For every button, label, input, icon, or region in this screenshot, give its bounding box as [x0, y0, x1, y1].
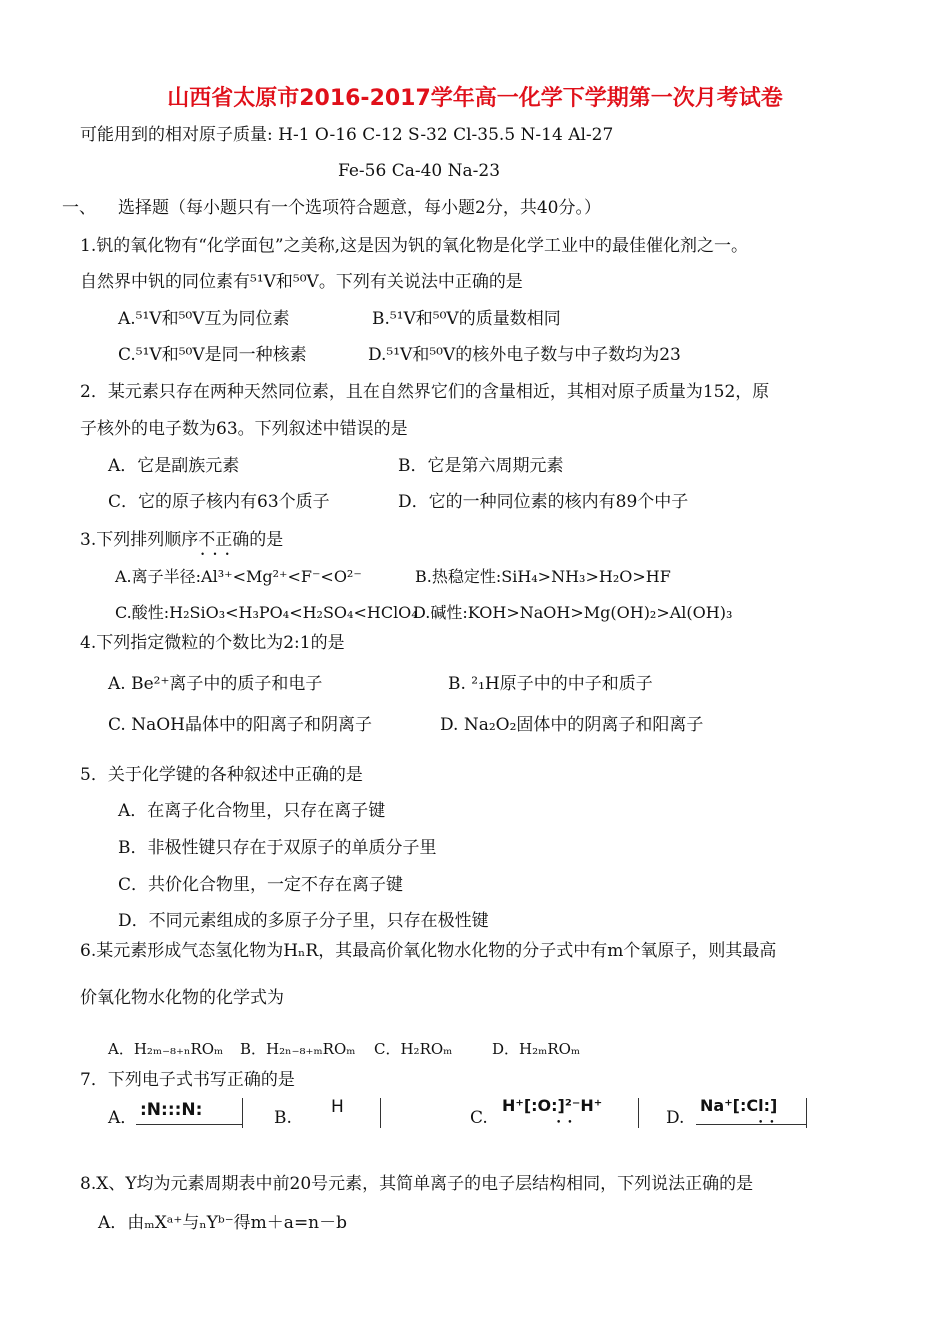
- q3-option-c: C.酸性:H₂SiO₃<H₃PO₄<H₂SO₄<HClO₄: [115, 603, 418, 622]
- q8-option-a: A．由ₘXᵃ⁺与ₙYᵇ⁻得m＋a=n－b: [98, 1213, 348, 1233]
- q3-option-b: B.热稳定性:SiH₄>NH₃>H₂O>HF: [415, 567, 671, 586]
- q7-option-c-label: C.: [470, 1108, 488, 1128]
- q1-option-b: B.⁵¹V和⁵⁰V的质量数相同: [372, 309, 561, 329]
- q6-option-a: A．H₂ₘ₋₈₊ₙROₘ: [108, 1040, 224, 1058]
- q7-option-d-box-line: [696, 1124, 806, 1125]
- q5-option-a: A．在离子化合物里，只存在离子键: [118, 801, 386, 821]
- q5-option-b: B．非极性键只存在于双原子的单质分子里: [118, 838, 437, 858]
- atomic-masses-line1: 可能用到的相对原子质量: H-1 O-16 C-12 S-32 Cl-35.5 N-14 Al-27: [80, 125, 614, 145]
- q1-option-d: D.⁵¹V和⁵⁰V的核外电子数与中子数均为23: [368, 345, 681, 365]
- q7-option-c-formula: H⁺[:O:]²⁻H⁺: [502, 1096, 603, 1115]
- section-number: 一、: [62, 198, 96, 218]
- q6-stem-1: 6.某元素形成气态氢化物为HₙR，其最高价氧化物水化物的分子式中有m个氧原子，则其最高: [80, 941, 777, 961]
- q7-option-d-formula: Na⁺[:Cl:]: [700, 1096, 778, 1115]
- q3-stem-emphasis: 不正确 • •: [198, 530, 249, 550]
- q7-option-a-box-line: [136, 1124, 242, 1125]
- q4-option-b: B. ²₁H原子中的中子和质子: [448, 674, 653, 694]
- q4-stem: 4.下列指定微粒的个数比为2:1的是: [80, 633, 345, 653]
- q3-option-a: A.离子半径:Al³⁺<Mg²⁺<F⁻<O²⁻: [115, 567, 362, 586]
- q6-option-c: C．H₂ROₘ: [374, 1040, 453, 1058]
- q7-option-d-lone-pair-dots: ••: [758, 1118, 781, 1128]
- q7-option-a-label: A．: [108, 1108, 138, 1128]
- q6-stem-2: 价氧化物水化物的化学式为: [80, 988, 284, 1008]
- q7-option-c-box-edge: [638, 1098, 639, 1128]
- q4-option-a: A. Be²⁺离子中的质子和电子: [108, 674, 323, 694]
- atomic-masses-line2: Fe-56 Ca-40 Na-23: [338, 161, 501, 181]
- q2-option-c: C．它的原子核内有63个质子: [108, 492, 330, 512]
- q6-option-b: B．H₂ₙ₋₈₊ₘROₘ: [240, 1040, 356, 1058]
- q7-option-a-formula: :N:::N:: [140, 1100, 203, 1120]
- q3-stem-post: 的是: [249, 530, 284, 550]
- q3-stem-pre: 3.下列排列顺序: [80, 530, 199, 550]
- q5-option-d: D．不同元素组成的多原子分子里，只存在极性键: [118, 911, 489, 931]
- q5-stem: 5．关于化学键的各种叙述中正确的是: [80, 765, 363, 785]
- q2-option-a: A．它是副族元素: [108, 456, 240, 476]
- page-title: 山西省太原市2016-2017学年高一化学下学期第一次月考试卷: [167, 86, 783, 111]
- q4-option-c: C. NaOH晶体中的阳离子和阴离子: [108, 715, 372, 735]
- q6-option-d: D．H₂ₘROₘ: [492, 1040, 581, 1058]
- q7-option-b-box-edge: [380, 1098, 381, 1128]
- q4-option-d: D. Na₂O₂固体中的阴离子和阳离子: [440, 715, 704, 735]
- q1-stem-1: 1.钒的氧化物有“化学面包”之美称,这是因为钒的氧化物是化学工业中的最佳催化剂之一。: [80, 236, 749, 256]
- q2-stem-1: 2．某元素只存在两种天然同位素，且在自然界它们的含量相近，其相对原子质量为152，原: [80, 382, 770, 402]
- q7-option-b-label: B.: [274, 1108, 292, 1128]
- q5-option-c: C．共价化合物里，一定不存在离子键: [118, 875, 404, 895]
- q2-option-b: B．它是第六周期元素: [398, 456, 564, 476]
- q2-stem-2: 子核外的电子数为63。下列叙述中错误的是: [80, 419, 408, 439]
- q3-stem: [80, 529, 283, 551]
- q3-option-d: D.碱性:KOH>NaOH>Mg(OH)₂>Al(OH)₃: [413, 603, 733, 622]
- q7-stem: 7．下列电子式书写正确的是: [80, 1070, 295, 1090]
- q1-stem-2: 自然界中钒的同位素有⁵¹V和⁵⁰V。下列有关说法中正确的是: [80, 272, 523, 292]
- q7-option-d-box-edge: [806, 1098, 807, 1128]
- q8-stem: 8.X、Y均为元素周期表中前20号元素，其简单离子的电子层结构相同，下列说法正确的是: [80, 1174, 754, 1194]
- q7-option-a-box-edge: [242, 1098, 243, 1128]
- section-heading: 选择题（每小题只有一个选项符合题意，每小题2分，共40分。）: [118, 198, 601, 218]
- q1-option-c: C.⁵¹V和⁵⁰V是同一种核素: [118, 345, 307, 365]
- q7-option-c-lone-pair-dots: ••: [556, 1118, 579, 1128]
- q2-option-d: D．它的一种同位素的核内有89个中子: [398, 492, 689, 512]
- q7-option-b-formula: H: [331, 1097, 344, 1117]
- q7-option-d-label: D.: [666, 1108, 685, 1128]
- q1-option-a: A.⁵¹V和⁵⁰V互为同位素: [118, 309, 290, 329]
